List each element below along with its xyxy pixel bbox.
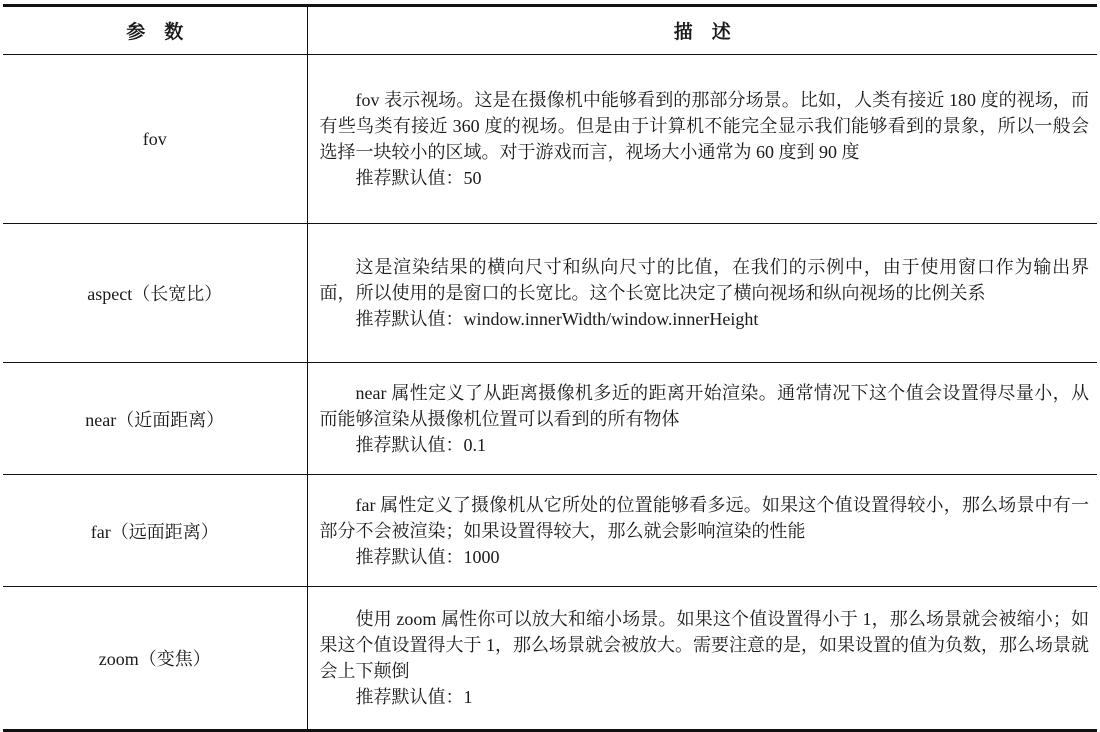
param-description-cell: [307, 363, 1097, 475]
param-description-cell: [307, 587, 1097, 731]
param-description: 使用 zoom 属性你可以放大和缩小场景。如果这个值设置得小于 1，那么场景就会被缩小；如果这个值设置得大于 1，那么场景就会被放大。需要注意的是，如果设置的值为负数，那么场景就会上下颠倒: [319, 609, 1089, 681]
camera-parameters-table: [3, 4, 1097, 732]
table-row: [3, 224, 1097, 363]
param-name: fov: [3, 55, 307, 224]
param-default: 推荐默认值：1: [355, 687, 473, 707]
param-description-cell: [307, 55, 1097, 224]
param-description-cell: [307, 224, 1097, 363]
table-row: [3, 363, 1097, 475]
table-header-row: [3, 6, 1097, 55]
param-description: near 属性定义了从距离摄像机多近的距离开始渲染。通常情况下这个值会设置得尽量小，从而能够渲染从摄像机位置可以看到的所有物体: [319, 382, 1089, 429]
param-name: near（近面距离）: [3, 363, 307, 475]
table-row: [3, 587, 1097, 731]
param-name: zoom（变焦）: [3, 587, 307, 731]
table-row: [3, 475, 1097, 587]
param-name: far（远面距离）: [3, 475, 307, 587]
param-name: aspect（长宽比）: [3, 224, 307, 363]
header-desc: 描 述: [673, 22, 731, 43]
param-description: 这是渲染结果的横向尺寸和纵向尺寸的比值，在我们的示例中，由于使用窗口作为输出界面，所以使用的是窗口的长宽比。这个长宽比决定了横向视场和纵向视场的比例关系: [319, 257, 1089, 303]
param-default: 推荐默认值：50: [355, 168, 482, 188]
param-default: 推荐默认值：0.1: [355, 434, 486, 455]
param-default: 推荐默认值：window.innerWidth/window.innerHeight: [355, 309, 759, 329]
table-row: [3, 55, 1097, 224]
header-param: 参 数: [3, 6, 307, 55]
param-description: fov 表示视场。这是在摄像机中能够看到的那部分场景。比如，人类有接近 180 度的视场，而有些鸟类有接近 360 度的视场。但是由于计算机不能完全显示我们能够看到的景象，所以一般会选择一块较小的区域。对于游戏而言，视场大小通常为 60 度到 90 度: [319, 90, 1089, 162]
param-description: far 属性定义了摄像机从它所处的位置能够看多远。如果这个值设置得较小，那么场景中有一部分不会被渲染；如果设置得较大，那么就会影响渲染的性能: [319, 494, 1089, 541]
param-description-cell: [307, 475, 1097, 587]
param-default: 推荐默认值：1000: [355, 546, 500, 567]
